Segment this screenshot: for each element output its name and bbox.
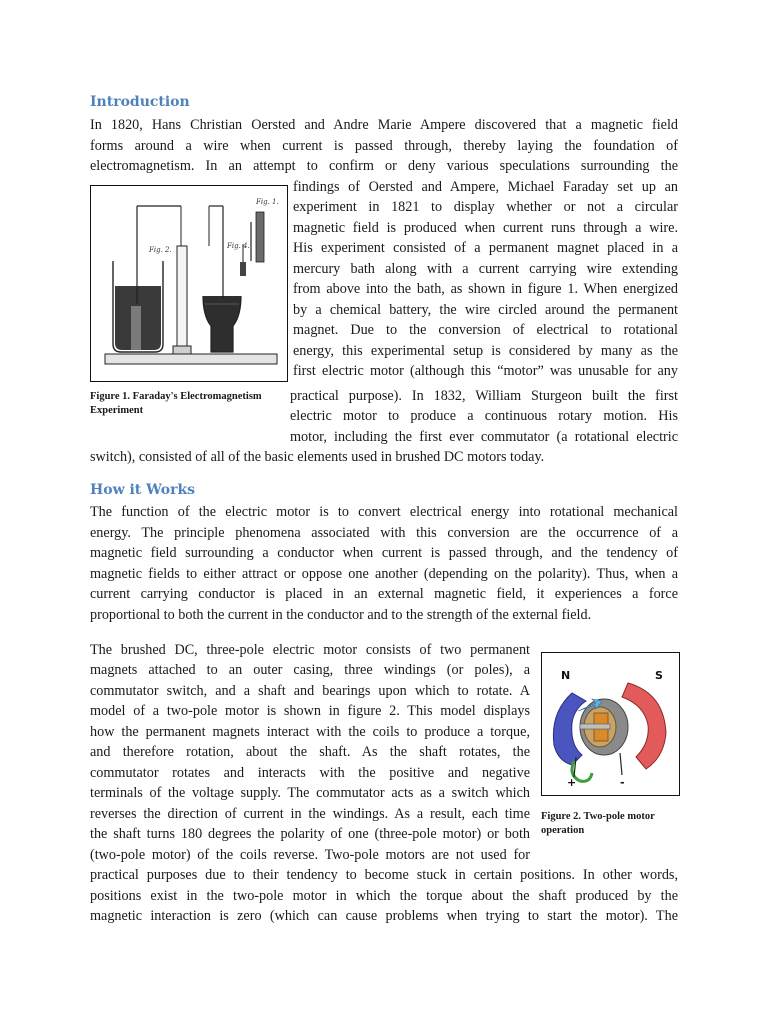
how-line: current carrying conductor is placed in an external magnetic field, it experiences a force — [90, 586, 678, 602]
brushed-line: positions exist in the two-pole motor in which the torque about the shaft produced by the — [90, 888, 678, 904]
intro-line: electromagnetism. In an attempt to confirm or deny various speculations surrounding the — [90, 158, 678, 174]
intro-line: motor, including the first ever commutator (a rotational electric — [290, 429, 678, 445]
faraday-apparatus-drawing — [91, 186, 287, 381]
intro-line: electric motor to produce a continuous rotary motion. His — [290, 408, 678, 424]
intro-line: experiment in 1821 to display whether or not a circular — [293, 199, 678, 215]
how-line: proportional to both the current in the conductor and to the strength of the external field. — [90, 607, 592, 623]
intro-line: by a chemical battery, the wire circled around the permanent — [293, 302, 678, 318]
brushed-line: commutator rotates and interacts with the positive and negative — [90, 765, 530, 781]
intro-line: forms around a wire when current is passed through, thereby laying the foundation of — [90, 138, 678, 154]
how-heading: How it Works — [90, 482, 196, 498]
intro-line: findings of Oersted and Ampere, Michael Faraday set up an — [293, 179, 678, 195]
fig4-label: Fig. 4. — [227, 242, 250, 250]
figure-2-caption-line: operation — [541, 825, 585, 836]
intro-heading: Introduction — [90, 94, 190, 110]
figure-2-caption-line: Figure 2. Two-pole motor — [541, 811, 655, 822]
south-label: S — [655, 669, 663, 682]
intro-line: magnetic field is produced when current runs through a wire. — [293, 220, 678, 236]
two-pole-motor-drawing — [542, 653, 679, 795]
minus-label: - — [620, 776, 625, 789]
brushed-line: the shaft turns 180 degrees the polarity of one (three-pole motor) or both — [90, 826, 530, 842]
intro-line: His experiment consisted of a permanent magnet placed in a — [293, 240, 678, 256]
intro-line: first electric motor (although this “motor” was unusable for any — [293, 363, 678, 379]
figure-2-image — [541, 652, 680, 796]
figure-2-caption — [541, 810, 681, 838]
brushed-line: model of a two-pole motor is shown in figure 2. This model displays — [90, 703, 530, 719]
figure-1-caption-line: Figure 1. Faraday's Electromagnetism — [90, 391, 262, 402]
north-label: N — [561, 669, 571, 682]
brushed-line: magnetic interaction is zero (which can cause problems when trying to start the motor). The — [90, 908, 678, 924]
brushed-line: reverses the direction of current in the windings. As a result, each time — [90, 806, 530, 822]
how-line: The function of the electric motor is to convert electrical energy into rotational mechanical — [90, 504, 678, 520]
intro-line: In 1820, Hans Christian Oersted and Andre Marie Ampere discovered that a magnetic field — [90, 117, 678, 133]
brushed-line: and therefore rotation, about the shaft. As the shaft rotates, the — [90, 744, 530, 760]
brushed-line: practical purposes due to their tendency to become stuck in certain positions. In other words, — [90, 867, 678, 883]
plus-label: + — [567, 776, 577, 789]
how-line: magnetic field surrounding a conductor when current is passed through, and the tendency of — [90, 545, 678, 561]
intro-line: switch), consisted of all of the basic elements used in brushed DC motors today. — [90, 449, 545, 465]
brushed-line: how the permanent magnets interact with the coils to produce a torque, — [90, 724, 530, 740]
figure-1-caption-line: Experiment — [90, 405, 144, 416]
how-line: energy. The principle phenomena associated with this conversion are the occurrence of a — [90, 525, 678, 541]
intro-line: from above into the bath, as shown in figure 1. When energized — [293, 281, 678, 297]
how-line: magnetic fields to either attract or oppose one another (depending on the polarity). Thus, when a — [90, 566, 678, 582]
fig1-label: Fig. 1. — [256, 198, 279, 206]
intro-line: energy, this experimental setup is considered by many as the — [293, 343, 678, 359]
brushed-line: magnets attached to an outer casing, three windings (or poles), a — [90, 662, 530, 678]
intro-line: magnet. Due to the conversion of electrical to rotational — [293, 322, 678, 338]
figure-1-image — [90, 185, 288, 382]
figure-1-caption — [90, 390, 286, 418]
brushed-line: The brushed DC, three-pole electric motor consists of two permanent — [90, 642, 530, 658]
intro-line: practical purpose). In 1832, William Sturgeon built the first — [290, 388, 678, 404]
fig2-label: Fig. 2. — [149, 246, 172, 254]
intro-line: mercury bath along with a current carrying wire extending — [293, 261, 678, 277]
brushed-line: commutator switch, and a shaft and bearings upon which to rotate. A — [90, 683, 530, 699]
brushed-line: terminals of the voltage supply. The commutator acts as a switch which — [90, 785, 530, 801]
brushed-line: (two-pole motor) of the coils reverse. Two-pole motors are not used for — [90, 847, 530, 863]
